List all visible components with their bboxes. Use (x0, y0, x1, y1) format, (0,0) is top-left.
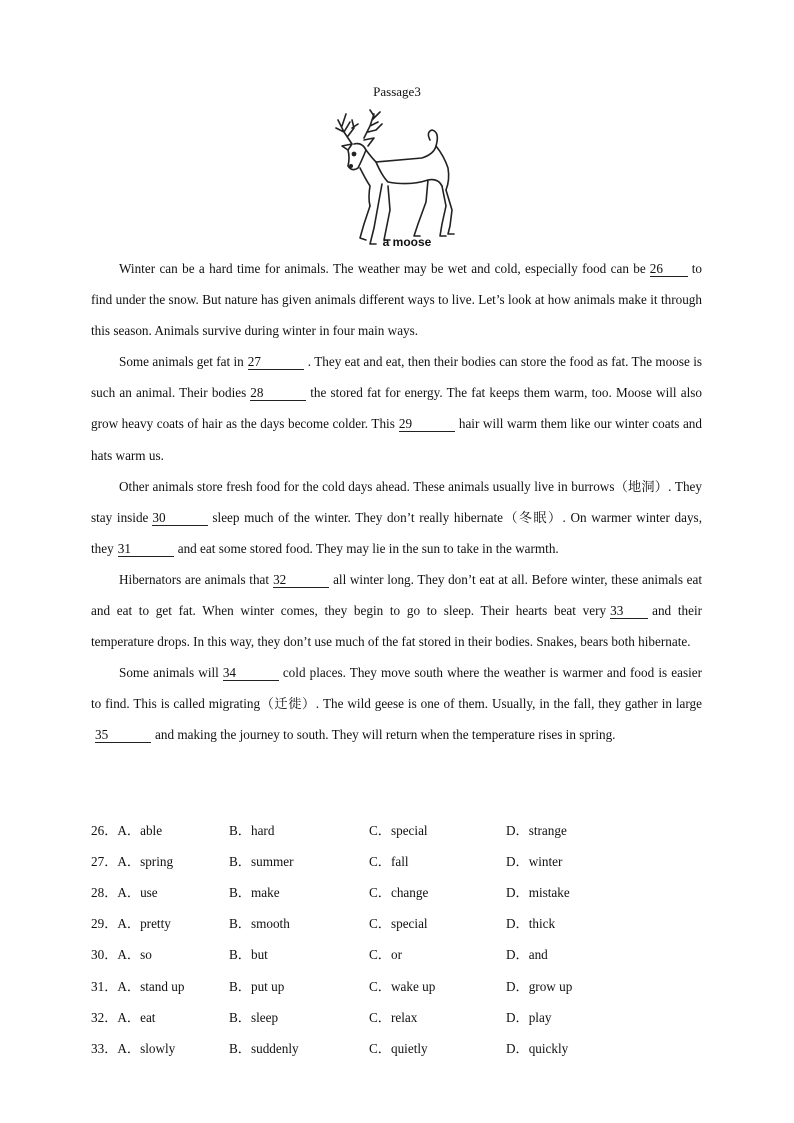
option-d: D．and (506, 947, 548, 963)
text-run: Winter can be a hard time for animals. The weather may be wet and cold, especially food can be (119, 261, 646, 276)
option-c: C．special (369, 823, 428, 839)
moose-illustration (330, 106, 464, 251)
option-c: C．or (369, 947, 402, 963)
option-b: B．sleep (229, 1009, 279, 1025)
paragraph-4 (91, 564, 702, 657)
text-run: Some animals get fat in (119, 354, 244, 370)
option-a: A．spring (117, 854, 174, 870)
text-run: Other animals store fresh food for the cold days ahead. These animals usually live in burrows（地洞）. They stay inside (91, 478, 702, 525)
option-c: C．relax (369, 1009, 418, 1025)
paragraph-5 (91, 657, 702, 750)
blank-26: 26 (650, 262, 688, 277)
option-a: A．slowly (117, 1040, 176, 1056)
question-row-27 (91, 845, 702, 876)
text-run: to find under the snow. But nature has given animals different ways to live. Let’s look at how animals make it through this season. Animals survive during winter in four main ways. (91, 261, 702, 339)
question-number-and-option-a (91, 976, 229, 995)
question-number-and-option-a (91, 944, 229, 963)
option-a: A．able (117, 823, 163, 839)
text-run: and making the journey to south. They will return when the temperature rises in spring. (155, 727, 616, 743)
option-b: B．summer (229, 854, 294, 870)
option-b: B．put up (229, 978, 285, 994)
option-c: C．fall (369, 854, 409, 870)
option-b: B．smooth (229, 916, 290, 932)
option-d: D．mistake (506, 885, 570, 901)
question-number: 31． (91, 978, 118, 994)
blank-28: 28 (250, 386, 306, 401)
option-b: B．but (229, 947, 268, 963)
question-row-31 (91, 969, 702, 1000)
question-number-and-option-a (91, 851, 229, 870)
question-number-and-option-a (91, 820, 229, 839)
blank-30: 30 (152, 511, 208, 526)
question-row-28 (91, 876, 702, 907)
option-c: C．change (369, 885, 429, 901)
question-number-and-option-a (91, 882, 229, 901)
question-number: 33． (91, 1040, 118, 1056)
text-run: . They eat and eat, then their bodies can store the food as fat. The moose is such an animal. Their bodies (91, 354, 702, 401)
question-row-26 (91, 814, 702, 845)
option-c: C．quietly (369, 1040, 428, 1056)
question-row-30 (91, 938, 702, 969)
question-row-33 (91, 1032, 702, 1063)
question-number: 26． (91, 823, 118, 839)
text-run: the stored fat for energy. The fat keeps them warm, too. Moose will also grow heavy coats of hair as the days become colder. This (91, 385, 702, 432)
question-number: 29． (91, 916, 118, 932)
option-d: D．winter (506, 854, 563, 870)
option-b: B．make (229, 885, 280, 901)
question-row-29 (91, 907, 702, 938)
text-run: cold places. They move south where the weather is warmer and food is easier to find. This is called migrating（迁徙）. The wild geese is one of them. Usually, in the fall, they gather in large (91, 665, 702, 712)
blank-33: 33 (610, 604, 648, 619)
paragraph-3 (91, 471, 702, 564)
option-a: A．stand up (117, 978, 185, 994)
text-run: sleep much of the winter. They don’t really hibernate（冬眠）. On warmer winter days, they (91, 509, 702, 556)
passage-body (91, 253, 702, 751)
question-number: 28． (91, 885, 118, 901)
paragraph-2 (91, 346, 702, 470)
text-run: all winter long. They don’t eat at all. Before winter, these animals eat and eat to get fat. When winter comes, they begin to go to sleep. Their hearts beat very (91, 571, 702, 619)
text-run: hair will warm them like our winter coats and hats warm us. (91, 416, 702, 463)
blank-34: 34 (223, 666, 279, 681)
blank-35: 35 (95, 728, 151, 743)
option-d: D．play (506, 1009, 552, 1025)
option-a: A．pretty (117, 916, 171, 932)
option-d: D．quickly (506, 1040, 569, 1056)
option-a: A．so (117, 947, 152, 963)
option-a: A．use (117, 885, 158, 901)
blank-29: 29 (399, 417, 455, 432)
option-d: D．strange (506, 823, 567, 839)
option-c: C．special (369, 916, 428, 932)
question-number-and-option-a (91, 913, 229, 932)
text-run: Some animals will (119, 665, 219, 681)
figure-caption: a moose (382, 235, 432, 249)
question-number: 27． (91, 854, 118, 870)
answer-options (91, 814, 702, 1063)
passage-title: Passage3 (373, 84, 421, 99)
text-run: and their temperature drops. In this way, they don’t use much of the fat stored in their bodies. Snakes, bears both hibernate. (91, 603, 702, 650)
option-c: C．wake up (369, 978, 436, 994)
paragraph-1 (91, 253, 702, 346)
blank-27: 27 (248, 355, 304, 370)
text-run: Hibernators are animals that (119, 571, 270, 587)
question-number: 32． (91, 1009, 118, 1025)
question-number: 30． (91, 947, 118, 963)
option-b: B．hard (229, 823, 275, 839)
option-d: D．thick (506, 916, 556, 932)
option-b: B．suddenly (229, 1040, 299, 1056)
text-run: and eat some stored food. They may lie in the sun to take in the warmth. (177, 540, 559, 556)
question-number-and-option-a (91, 1038, 229, 1057)
blank-31: 31 (118, 542, 174, 557)
question-number-and-option-a (91, 1007, 229, 1026)
option-d: D．grow up (506, 978, 573, 994)
option-a: A．eat (117, 1009, 156, 1025)
question-row-32 (91, 1001, 702, 1032)
blank-32: 32 (273, 573, 329, 588)
